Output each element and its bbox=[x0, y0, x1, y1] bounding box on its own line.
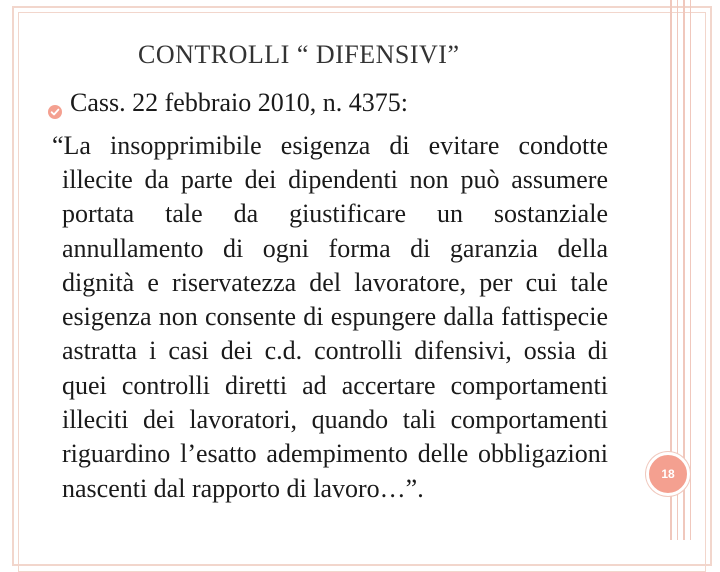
slide-title: CONTROLLI “ DIFENSIVI” bbox=[138, 40, 460, 69]
citation-text: Cass. 22 febbraio 2010, n. 4375: bbox=[70, 88, 408, 117]
page-number-badge: 18 bbox=[646, 452, 690, 496]
quote-first-line: “La insopprimibile esigenza di evitare condotte bbox=[52, 131, 608, 160]
quote-body: illecite da parte dei dipendenti non può assumere portata tale da giustificare un sostanziale annullamento di ogni forma di garanzia della dignità e riservatezza del lavoratore, per cui tale esigenza non consente di espungere dalla fattispecie astratta i casi dei c.d. controlli difensivi, ossia di quei controlli diretti ad accertare comportamenti illeciti dei lavoratori, quando tali comportamenti riguardino l’esatto adempimento delle obbligazioni nascenti dal rapporto di lavoro…”. bbox=[62, 165, 608, 503]
circle-check-icon bbox=[48, 96, 62, 110]
citation-bullet bbox=[48, 88, 408, 118]
